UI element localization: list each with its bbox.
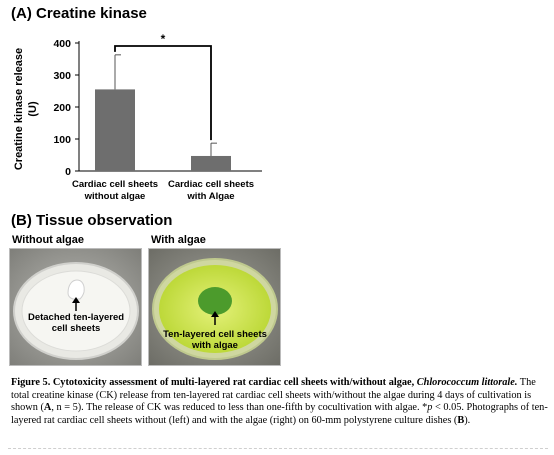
caption-species: Chlorococcum littorale. <box>416 377 518 388</box>
x-tick-label-1: without algae <box>84 191 146 202</box>
y-tick-label: 200 <box>53 102 71 114</box>
cell-sheet-with-algae <box>198 287 232 315</box>
annotation-left-line-1: Detached ten-layered <box>27 312 125 323</box>
y-tick-label: 400 <box>53 38 71 50</box>
caption-ref-b: B <box>457 414 465 426</box>
y-tick-label: 100 <box>53 134 71 146</box>
chart-bars <box>95 32 231 171</box>
panel-b-title: (B) Tissue observation <box>11 212 173 229</box>
bar-chart <box>0 24 300 206</box>
caption-ref-a: A <box>43 402 52 414</box>
annotation-left-line-2: cell sheets <box>51 323 101 334</box>
figure-caption <box>11 377 551 427</box>
bar-1 <box>95 89 135 171</box>
caption-figure-label: Figure 5. <box>11 377 51 388</box>
y-axis-label-line-1: Creatine kinase release <box>13 47 25 171</box>
caption-title: Cytotoxicity assessment of multi-layered rat cardiac cell sheets with/without algae, <box>52 377 415 388</box>
annotation-right-line-1: Ten-layered cell sheets <box>163 329 267 340</box>
x-tick-label-2: with Algae <box>187 191 235 202</box>
caption-body-3: < 0.05. Photographs of ten-layered rat cardiac cell sheets without (left) and with the algae (right) on 60-mm polystyrene culture dishes ( <box>11 402 548 426</box>
caption-body-4: ). <box>464 414 471 426</box>
annotation-right-line-2: with algae <box>192 340 238 351</box>
bottom-divider <box>8 448 548 449</box>
caption-p-symbol: p <box>427 402 433 414</box>
photo-left-label: Without algae <box>12 234 85 246</box>
x-axis-labels <box>72 179 254 202</box>
y-axis-label <box>13 48 39 170</box>
x-tick-label-1: Cardiac cell sheets <box>71 179 159 190</box>
x-tick-label-2: Cardiac cell sheets <box>167 179 255 190</box>
bar-2 <box>191 156 231 171</box>
y-tick-label: 0 <box>65 166 71 178</box>
photo-with-algae <box>148 248 281 366</box>
photo-without-algae <box>9 248 142 366</box>
photo-right-label: With algae <box>151 234 206 246</box>
y-axis-label-line-2: (U) <box>27 101 39 117</box>
panel-a-title: (A) Creatine kinase <box>11 5 147 22</box>
y-tick-label: 300 <box>53 70 71 82</box>
caption-body-1: The total creatine kinase (CK) release from ten-layered rat cardiac cell sheets with/without the algae during 4 days of cultivation is shown ( <box>11 377 536 414</box>
significance-star: * <box>160 32 166 46</box>
caption-body-2: , n = 5). The release of CK was reduced to less than one-fifth by cocultivation with algae. * <box>51 402 428 414</box>
